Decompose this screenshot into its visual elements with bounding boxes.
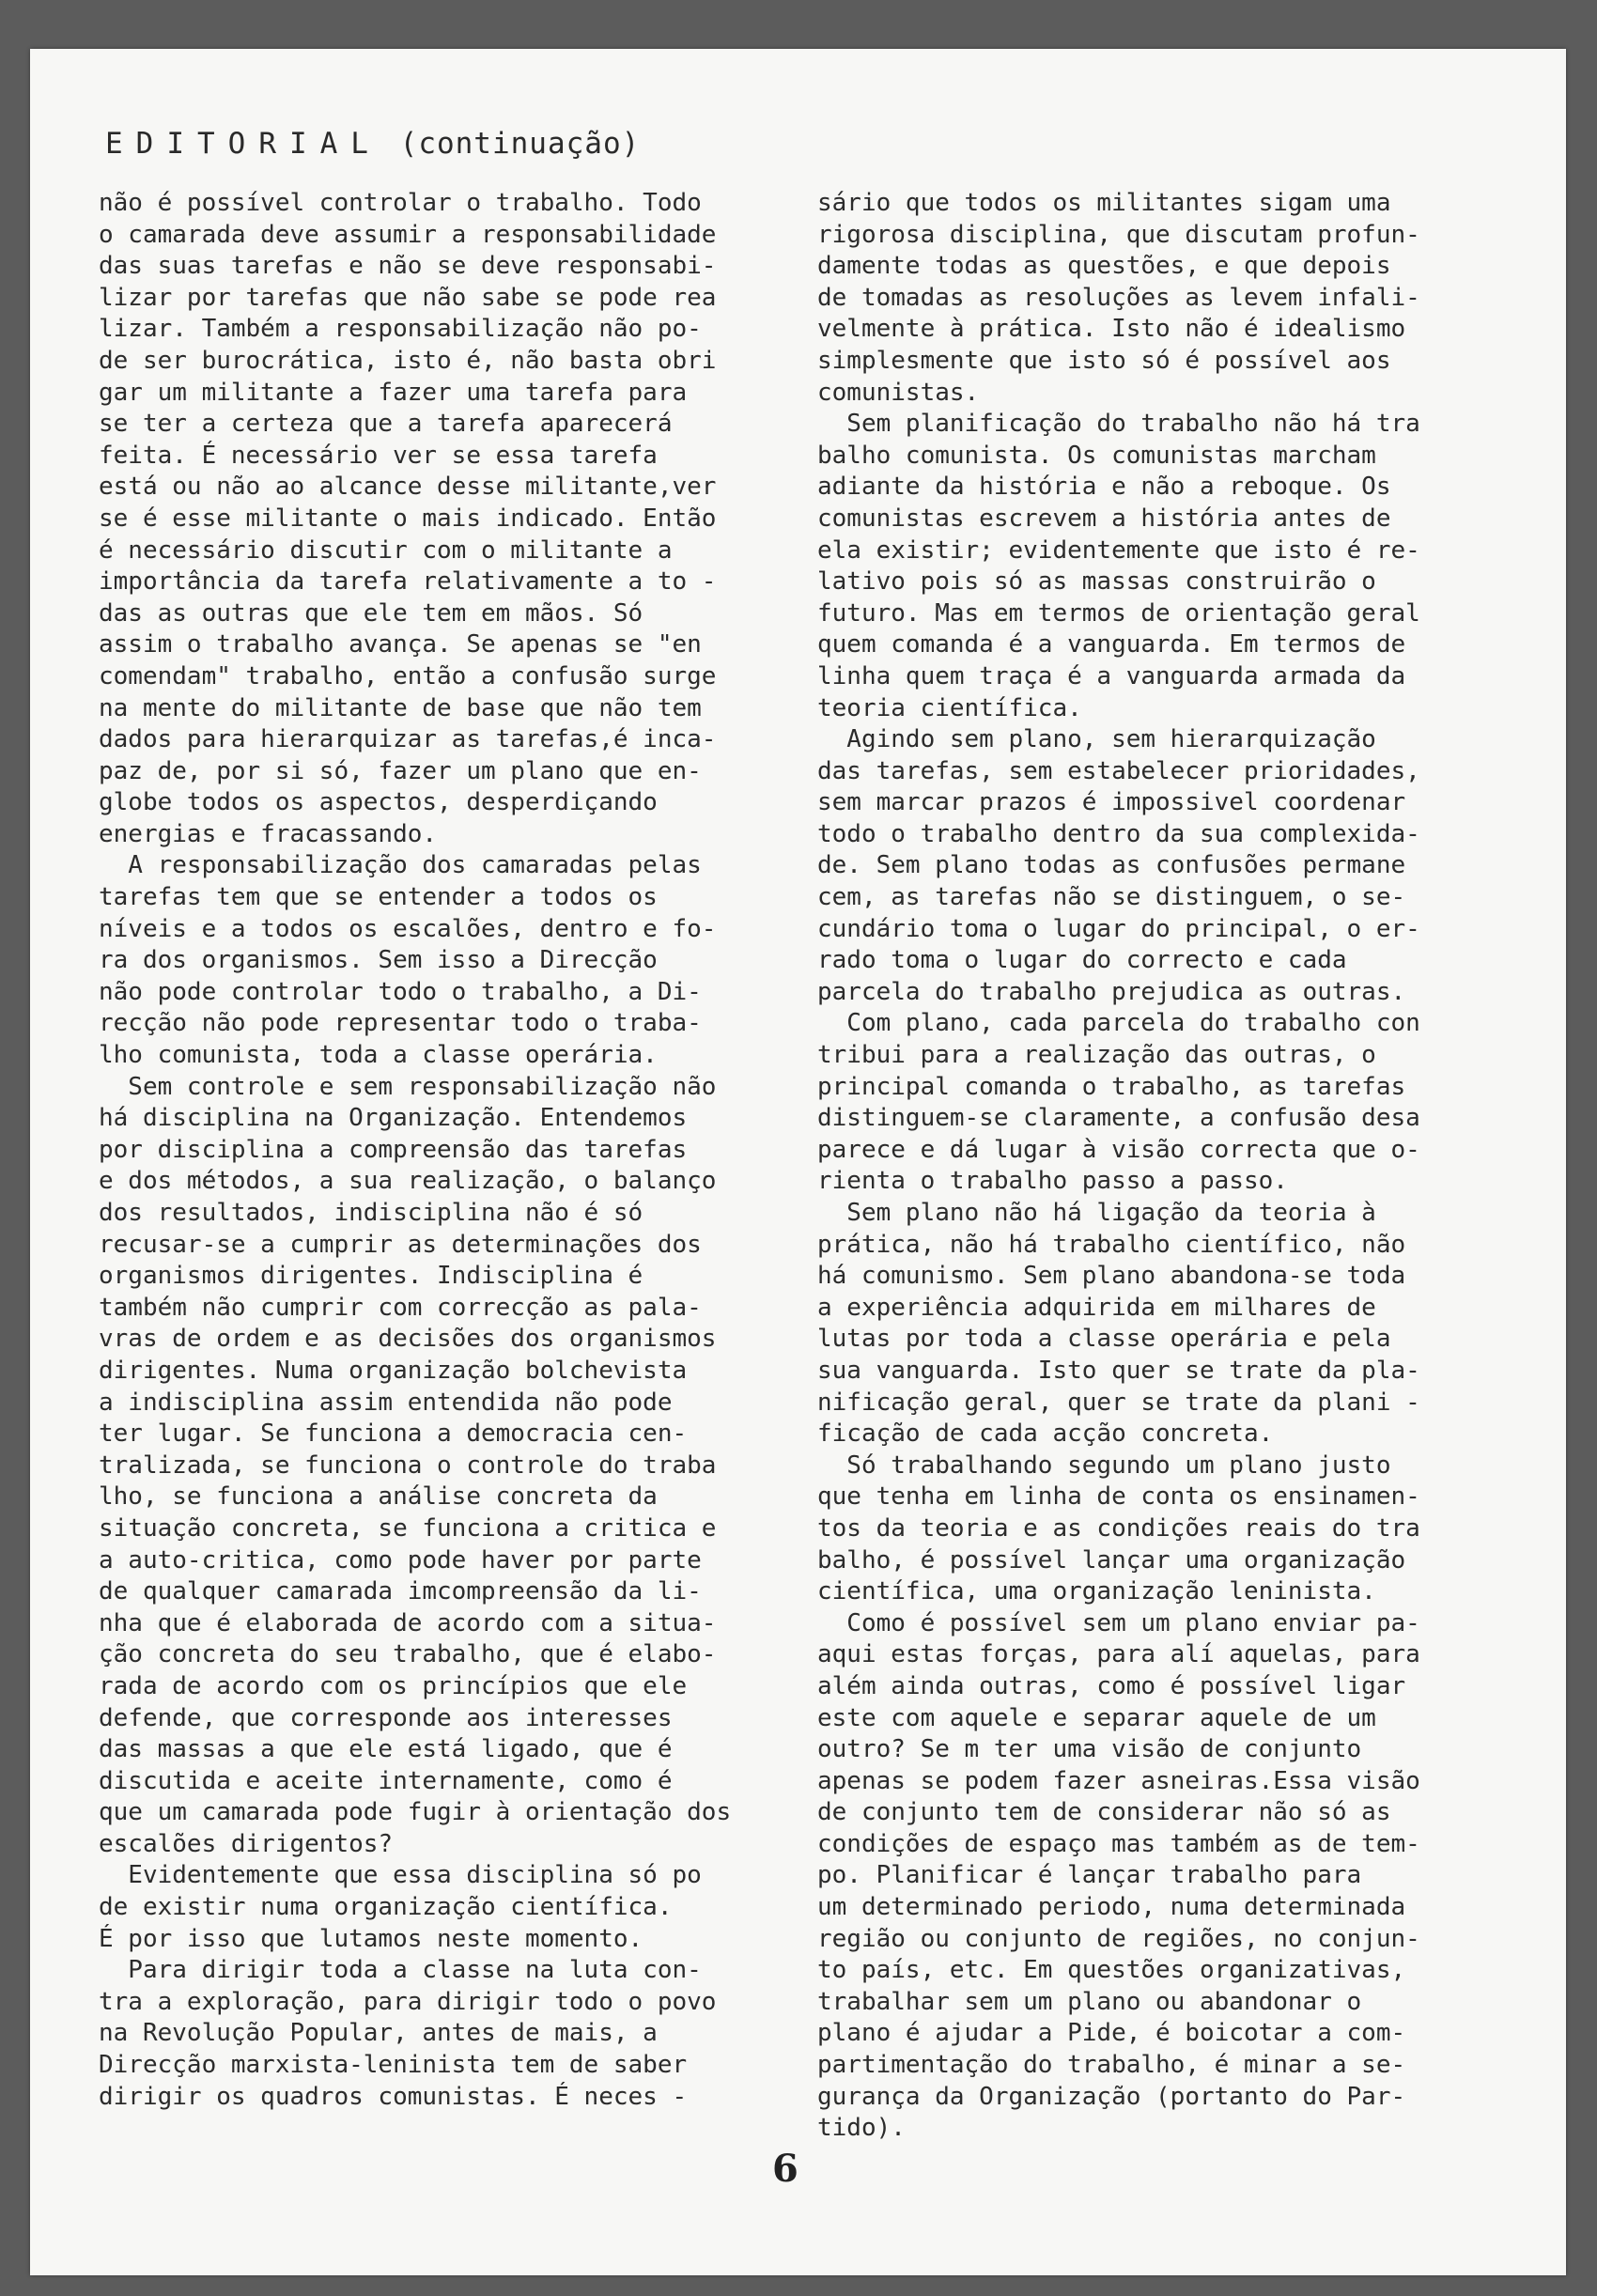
text-line: lho comunista, toda a classe operária. — [99, 1041, 658, 1070]
text-line: trabalhar sem um plano ou abandonar o — [817, 1987, 1362, 2016]
text-line: há disciplina na Organização. Entendemos — [99, 1104, 688, 1133]
text-line: futuro. Mas em termos de orientação geral — [817, 598, 1420, 628]
text-line: também não cumprir com correcção as pala- — [99, 1293, 702, 1322]
text-line: de. Sem plano todas as confusões permane — [817, 851, 1406, 880]
text-line: recção não pode representar todo o traba- — [99, 1009, 702, 1038]
text-line: tido). — [817, 2114, 906, 2143]
text-line: não pode controlar todo o trabalho, a Di- — [99, 977, 702, 1006]
text-line: há comunismo. Sem plano abandona-se toda — [817, 1262, 1406, 1291]
text-line: situação concreta, se funciona a critica e — [99, 1513, 717, 1543]
text-line: ção concreta do seu trabalho, que é elabo- — [99, 1640, 717, 1669]
text-line: científica, uma organização leninista. — [817, 1577, 1376, 1606]
text-line: Evidentemente que essa disciplina só po — [99, 1861, 702, 1890]
text-line: linha quem traça é a vanguarda armada da — [817, 661, 1406, 690]
text-line: além ainda outras, como é possível ligar — [817, 1671, 1406, 1700]
text-line: dirigir os quadros comunistas. É neces - — [99, 2082, 688, 2111]
text-line: se é esse militante o mais indicado. Então — [99, 504, 717, 533]
text-line: parece e dá lugar à visão correcta que o- — [817, 1135, 1420, 1164]
text-line: das massas a que ele está ligado, que é — [99, 1735, 673, 1764]
text-line: tralizada, se funciona o controle do traba — [99, 1451, 717, 1480]
text-line: cundário toma o lugar do principal, o er- — [817, 914, 1420, 943]
text-line: simplesmente que isto só é possível aos — [817, 346, 1391, 375]
text-line: e dos métodos, a sua realização, o balanço — [99, 1167, 717, 1196]
text-line: nha que é elaborada de acordo com a situa- — [99, 1608, 717, 1637]
text-line: gurança da Organização (portanto do Par- — [817, 2082, 1406, 2111]
text-line: todo o trabalho dentro da sua complexida- — [817, 819, 1420, 848]
text-line: sário que todos os militantes sigam uma — [817, 189, 1391, 217]
text-line: comunistas escrevem a história antes de — [817, 504, 1391, 533]
page-number: 6 — [772, 2147, 798, 2191]
text-line: a auto-critica, como pode haver por parte — [99, 1545, 702, 1575]
text-line: plano é ajudar a Pide, é boicotar a com- — [817, 2019, 1406, 2048]
text-line: das suas tarefas e não se deve responsabi- — [99, 252, 717, 281]
text-line: vras de ordem e as decisões dos organismos — [99, 1325, 717, 1354]
text-line: na Revolução Popular, antes de mais, a — [99, 2019, 658, 2048]
text-line: escalões dirigentos? — [99, 1829, 394, 1858]
text-line: É por isso que lutamos neste momento. — [99, 1924, 643, 1953]
text-line: lutas por toda a classe operária e pela — [817, 1325, 1391, 1354]
text-line: sem marcar prazos é impossivel coordenar — [817, 788, 1406, 817]
text-line: sua vanguarda. Isto quer se trate da pla- — [817, 1356, 1420, 1385]
left-text-column — [99, 188, 767, 2113]
text-line: balho, é possível lançar uma organização — [817, 1545, 1406, 1575]
text-line: rado toma o lugar do correcto e cada — [817, 946, 1347, 975]
text-line: Como é possível sem um plano enviar pa- — [817, 1608, 1420, 1637]
text-line: o camarada deve assumir a responsabilidade — [99, 220, 717, 249]
text-line: Sem planificação do trabalho não há tra — [817, 410, 1420, 439]
text-line: se ter a certeza que a tarefa aparecerá — [99, 410, 673, 439]
section-title: EDITORIAL — [105, 127, 381, 161]
text-line: na mente do militante de base que não tem — [99, 693, 702, 722]
text-line: por disciplina a compreensão das tarefas — [99, 1135, 688, 1164]
page-header — [105, 127, 640, 161]
text-line: apenas se podem fazer asneiras.Essa visão — [817, 1766, 1420, 1795]
text-line: comunistas. — [817, 378, 980, 407]
text-line: de existir numa organização científica. — [99, 1893, 673, 1922]
text-line: ficação de cada acção concreta. — [817, 1419, 1274, 1449]
text-line: Com plano, cada parcela do trabalho con — [817, 1009, 1420, 1038]
text-line: tarefas tem que se entender a todos os — [99, 883, 658, 912]
text-line: lho, se funciona a análise concreta da — [99, 1482, 658, 1512]
text-line: cem, as tarefas não se distinguem, o se- — [817, 883, 1406, 912]
text-line: região ou conjunto de regiões, no conjun- — [817, 1924, 1420, 1953]
text-line: ter lugar. Se funciona a democracia cen- — [99, 1419, 688, 1449]
text-line: não é possível controlar o trabalho. Todo — [99, 189, 702, 217]
text-line: de ser burocrática, isto é, não basta obri — [99, 346, 717, 375]
text-line: condições de espaço mas também as de tem- — [817, 1829, 1420, 1858]
text-line: damente todas as questões, e que depois — [817, 252, 1391, 281]
text-line: Direcção marxista-leninista tem de saber — [99, 2051, 688, 2080]
text-line: dados para hierarquizar as tarefas,é inca- — [99, 725, 717, 754]
text-line: velmente à prática. Isto não é idealismo — [817, 315, 1406, 344]
text-line: teoria científica. — [817, 693, 1082, 722]
text-line: está ou não ao alcance desse militante,ver — [99, 473, 717, 502]
text-line: é necessário discutir com o militante a — [99, 535, 673, 565]
text-line: um determinado periodo, numa determinada — [817, 1893, 1406, 1922]
text-line: que tenha em linha de conta os ensinamen- — [817, 1482, 1420, 1512]
text-line: discutida e aceite internamente, como é — [99, 1766, 673, 1795]
text-line: Sem plano não há ligação da teoria à — [817, 1199, 1376, 1227]
text-line: de qualquer camarada imcompreensão da li- — [99, 1577, 702, 1606]
text-line: comendam" trabalho, então a confusão surge — [99, 661, 717, 690]
text-line: ela existir; evidentemente que isto é re- — [817, 535, 1420, 565]
text-line: que um camarada pode fugir à orientação dos — [99, 1798, 732, 1827]
text-line: este com aquele e separar aquele de um — [817, 1703, 1376, 1732]
text-line: defende, que corresponde aos interesses — [99, 1703, 673, 1732]
text-line: quem comanda é a vanguarda. Em termos de — [817, 630, 1406, 659]
text-line: gar um militante a fazer uma tarefa para — [99, 378, 688, 407]
text-line: dirigentes. Numa organização bolchevista — [99, 1356, 688, 1385]
text-line: lizar por tarefas que não sabe se pode rea — [99, 283, 717, 312]
text-line: Só trabalhando segundo um plano justo — [817, 1451, 1391, 1480]
text-line: dos resultados, indisciplina não é só — [99, 1199, 643, 1227]
text-line: parcela do trabalho prejudica as outras. — [817, 977, 1406, 1006]
text-line: tribui para a realização das outras, o — [817, 1041, 1376, 1070]
text-line: organismos dirigentes. Indisciplina é — [99, 1262, 643, 1291]
text-line: a indisciplina assim entendida não pode — [99, 1388, 673, 1417]
text-line: prática, não há trabalho científico, não — [817, 1230, 1406, 1259]
text-line: recusar-se a cumprir as determinações dos — [99, 1230, 702, 1259]
text-line: adiante da história e não a reboque. Os — [817, 473, 1391, 502]
text-line: de tomadas as resoluções as levem infali- — [817, 283, 1420, 312]
text-line: tra a exploração, para dirigir todo o povo — [99, 1987, 717, 2016]
text-line: tos da teoria e as condições reais do tra — [817, 1513, 1420, 1543]
text-line: partimentação do trabalho, é minar a se- — [817, 2051, 1406, 2080]
text-line: paz de, por si só, fazer um plano que en- — [99, 756, 702, 785]
text-line: rienta o trabalho passo a passo. — [817, 1167, 1288, 1196]
text-line: lizar. Também a responsabilização não po- — [99, 315, 702, 344]
text-line: outro? Se m ter uma visão de conjunto — [817, 1735, 1362, 1764]
text-line: A responsabilização dos camaradas pelas — [99, 851, 702, 880]
text-line: Sem controle e sem responsabilização não — [99, 1072, 717, 1101]
text-line: assim o trabalho avança. Se apenas se "en — [99, 630, 702, 659]
text-line: distinguem-se claramente, a confusão desa — [817, 1104, 1420, 1133]
text-line: níveis e a todos os escalões, dentro e fo- — [99, 914, 717, 943]
text-line: feita. É necessário ver se essa tarefa — [99, 441, 658, 470]
text-line: Agindo sem plano, sem hierarquização — [817, 725, 1376, 754]
text-line: a experiência adquirida em milhares de — [817, 1293, 1376, 1322]
text-line: das as outras que ele tem em mãos. Só — [99, 598, 643, 628]
text-line: po. Planificar é lançar trabalho para — [817, 1861, 1362, 1890]
text-line: de conjunto tem de considerar não só as — [817, 1798, 1391, 1827]
text-line: Para dirigir toda a classe na luta con- — [99, 1956, 702, 1985]
text-line: energias e fracassando. — [99, 819, 438, 848]
text-line: to país, etc. Em questões organizativas, — [817, 1956, 1406, 1985]
text-line: rada de acordo com os princípios que ele — [99, 1671, 688, 1700]
text-line: principal comanda o trabalho, as tarefas — [817, 1072, 1406, 1101]
text-line: das tarefas, sem estabelecer prioridades, — [817, 756, 1420, 785]
continuation-label: (continuação) — [399, 127, 641, 161]
text-line: rigorosa disciplina, que discutam profun- — [817, 220, 1420, 249]
text-line: importância da tarefa relativamente a to - — [99, 567, 717, 597]
text-line: lativo pois só as massas construirão o — [817, 567, 1376, 597]
text-line: nificação geral, quer se trate da plani - — [817, 1388, 1420, 1417]
right-text-column — [817, 188, 1489, 2145]
text-line: ra dos organismos. Sem isso a Direcção — [99, 946, 658, 975]
text-line: globe todos os aspectos, desperdiçando — [99, 788, 658, 817]
text-line: balho comunista. Os comunistas marcham — [817, 441, 1376, 470]
text-line: aqui estas forças, para alí aquelas, para — [817, 1640, 1420, 1669]
